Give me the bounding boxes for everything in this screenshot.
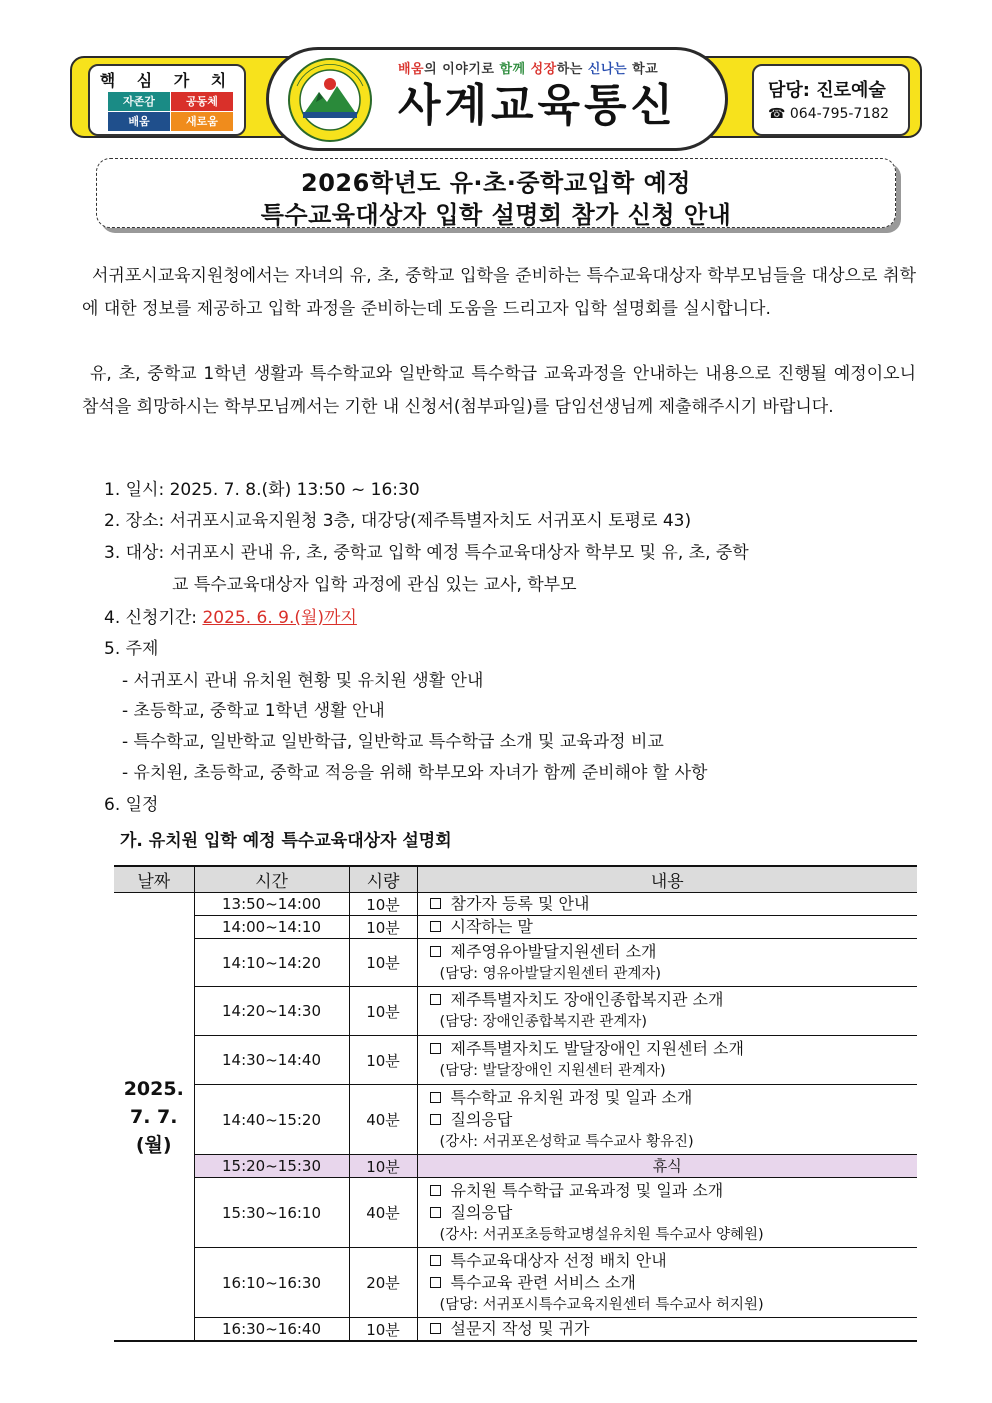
content-cell (417, 1085, 917, 1155)
table-row (114, 916, 917, 939)
content-note: (강사: 서귀포초등학교병설유치원 특수교사 양혜원) (439, 1226, 764, 1243)
newsletter-title: 사계교육통신 (398, 80, 678, 131)
duration-cell: 10분 (349, 916, 417, 939)
slogan-part-6: 하는 (556, 62, 588, 77)
date-cell (114, 893, 194, 1342)
schedule-header-row (114, 866, 917, 893)
date-line-3: (월) (135, 1133, 172, 1156)
topic-item: - 유치원, 초등학교, 중학교 적응을 위해 학부모와 자녀가 함께 준비해야 할 사항 (122, 763, 708, 783)
content-item (430, 1250, 918, 1272)
table-row (114, 939, 917, 987)
core-value-4: 새로움 (171, 112, 233, 131)
time-cell: 14:40~15:20 (194, 1085, 349, 1155)
checkbox-square-icon (430, 946, 441, 957)
checkbox-square-icon (430, 898, 441, 909)
content-item-text: 질의응답 (450, 1109, 513, 1129)
document-title-line-2: 특수교육대상자 입학 설명회 참가 신청 안내 (260, 201, 732, 229)
deadline-value: 2025. 6. 9.(월)까지 (202, 608, 357, 628)
content-cell (417, 916, 917, 939)
intro-paragraph-1: 서귀포시교육지원청에서는 자녀의 유, 초, 중학교 입학을 준비하는 특수교육대상자 학부모님들을 대상으로 취학에 대한 정보를 제공하고 입학 과정을 준비하는데 도움을 드리고자 입학 설명회를 실시합니다. (82, 266, 916, 319)
contact-phone: ☎ 064-795-7182 (768, 106, 890, 122)
duration-cell: 10분 (349, 1036, 417, 1085)
header-time: 시간 (194, 866, 349, 893)
content-item (430, 1109, 918, 1131)
duration-cell: 10분 (349, 939, 417, 987)
duration-cell: 10분 (349, 1155, 417, 1178)
core-value-2: 공동체 (171, 92, 233, 111)
table-row (114, 987, 917, 1036)
core-values-title: 핵 심 가 치 (99, 71, 235, 90)
content-item (430, 1318, 918, 1340)
header-content: 내용 (417, 866, 917, 893)
table-row (114, 893, 917, 916)
deadline-label: 4. 신청기간: (104, 608, 203, 628)
content-item-text: 특수교육 관련 서비스 소개 (450, 1272, 636, 1292)
content-item (430, 1180, 918, 1202)
core-value-1: 자존감 (108, 92, 170, 111)
slogan-part-8: 학교 (627, 62, 659, 77)
content-cell (417, 987, 917, 1036)
content-item (430, 989, 918, 1011)
detail-place: 2. 장소: 서귀포시교육지원청 3층, 대강당(제주특별자치도 서귀포시 토평로 43) (104, 511, 692, 531)
detail-date: 1. 일시: 2025. 7. 8.(화) 13:50 ~ 16:30 (104, 480, 420, 500)
time-cell: 16:10~16:30 (194, 1248, 349, 1318)
content-item-text: 특수학교 유치원 과정 및 일과 소개 (450, 1087, 693, 1107)
date-line-2: 7. 7. (130, 1105, 178, 1128)
contact-box (752, 64, 910, 136)
core-values-box (88, 64, 246, 136)
break-cell: 휴식 (417, 1155, 917, 1178)
content-item-text: 참가자 등록 및 안내 (450, 894, 590, 913)
duration-cell: 40분 (349, 1178, 417, 1248)
checkbox-square-icon (430, 1185, 441, 1196)
content-item (430, 941, 918, 963)
content-note: (담당: 장애인종합복지관 관계자) (439, 1014, 648, 1030)
checkbox-square-icon (430, 921, 441, 932)
checkbox-square-icon (430, 1043, 441, 1054)
intro-paragraph-2: 유, 초, 중학교 1학년 생활과 특수학교와 일반학교 특수학급 교육과정을 안내하는 내용으로 진행될 예정이오니 참석을 희망하시는 학부모님께서는 기한 내 신청서(첨부파일)를 담임선생님께 제출해주시기 바랍니다. (82, 364, 916, 417)
table-row (114, 1178, 917, 1248)
header-duration: 시량 (349, 866, 417, 893)
content-cell (417, 1248, 917, 1318)
content-cell (417, 893, 917, 916)
content-item (430, 1202, 918, 1224)
header-date: 날짜 (114, 866, 194, 893)
document-title-box (96, 158, 896, 228)
time-cell: 13:50~14:00 (194, 893, 349, 916)
duration-cell: 10분 (349, 893, 417, 916)
slogan-part-1: 배움 (398, 62, 425, 77)
slogan-part-5: 성장 (530, 62, 557, 77)
content-cell (417, 1178, 917, 1248)
core-values-grid (108, 92, 234, 132)
checkbox-square-icon (430, 1114, 441, 1125)
topic-item: - 특수학교, 일반학교 일반학급, 일반학교 특수학급 소개 및 교육과정 비교 (122, 732, 664, 752)
detail-target: 3. 대상: 서귀포시 관내 유, 초, 중학교 입학 예정 특수교육대상자 학부모 및 유, 초, 중학 (104, 543, 749, 563)
table-row (114, 1318, 917, 1342)
slogan-part-2: 의 이야기로 (424, 62, 500, 77)
schedule-section-title: 가. 유치원 입학 예정 특수교육대상자 설명회 (120, 831, 452, 851)
content-item-text: 설문지 작성 및 귀가 (450, 1319, 590, 1338)
school-slogan (398, 58, 658, 77)
content-item (430, 916, 918, 938)
checkbox-square-icon (430, 1092, 441, 1103)
content-item (430, 1272, 918, 1294)
schedule-table (114, 865, 917, 1342)
checkbox-square-icon (430, 994, 441, 1005)
core-value-3: 배움 (108, 112, 170, 131)
content-cell (417, 1036, 917, 1085)
date-line-1: 2025. (123, 1077, 184, 1100)
detail-target-cont: 교 특수교육대상자 입학 과정에 관심 있는 교사, 학부모 (172, 575, 577, 595)
time-cell: 14:20~14:30 (194, 987, 349, 1036)
school-emblem-icon (283, 56, 377, 144)
detail-schedule-heading: 6. 일정 (104, 795, 159, 815)
checkbox-square-icon (430, 1323, 441, 1334)
table-row (114, 1036, 917, 1085)
table-row-break (114, 1155, 917, 1178)
content-note: (담당: 영유아발달지원센터 관계자) (439, 965, 662, 982)
duration-cell: 10분 (349, 987, 417, 1036)
content-item-text: 특수교육대상자 선정 배치 안내 (450, 1250, 667, 1270)
contact-name: 담당: 진로예술 (768, 80, 886, 101)
slogan-part-3: 함께 (499, 62, 526, 77)
table-row (114, 1085, 917, 1155)
detail-deadline (104, 603, 357, 633)
time-cell: 14:10~14:20 (194, 939, 349, 987)
content-item-text: 제주특별자치도 장애인종합복지관 소개 (450, 990, 724, 1009)
duration-cell: 10분 (349, 1318, 417, 1342)
topic-item: - 서귀포시 관내 유치원 현황 및 유치원 생활 안내 (122, 671, 484, 691)
time-cell: 15:20~15:30 (194, 1155, 349, 1178)
content-cell (417, 939, 917, 987)
content-item-text: 유치원 특수학급 교육과정 및 일과 소개 (450, 1180, 724, 1200)
content-cell (417, 1318, 917, 1342)
topic-item: - 초등학교, 중학교 1학년 생활 안내 (122, 701, 385, 721)
content-item-text: 제주영유아발달지원센터 소개 (450, 941, 657, 961)
duration-cell: 40분 (349, 1085, 417, 1155)
table-row (114, 1248, 917, 1318)
time-cell: 14:00~14:10 (194, 916, 349, 939)
duration-cell: 20분 (349, 1248, 417, 1318)
content-note: (담당: 발달장애인 지원센터 관계자) (439, 1063, 666, 1079)
content-item-text: 시작하는 말 (450, 917, 533, 936)
time-cell: 15:30~16:10 (194, 1178, 349, 1248)
time-cell: 14:30~14:40 (194, 1036, 349, 1085)
slogan-part-7: 신나는 (587, 62, 628, 77)
detail-topics-heading: 5. 주제 (104, 639, 159, 659)
document-title-line-1: 2026학년도 유·초·중학교입학 예정 (301, 169, 691, 197)
content-note: (강사: 서귀포온성학교 특수교사 황유진) (439, 1133, 694, 1150)
content-item (430, 893, 918, 915)
content-item-text: 제주특별자치도 발달장애인 지원센터 소개 (450, 1039, 744, 1058)
checkbox-square-icon (430, 1277, 441, 1288)
content-item (430, 1038, 918, 1060)
time-cell: 16:30~16:40 (194, 1318, 349, 1342)
content-item (430, 1087, 918, 1109)
checkbox-square-icon (430, 1207, 441, 1218)
checkbox-square-icon (430, 1255, 441, 1266)
content-note: (담당: 서귀포시특수교육지원센터 특수교사 허지원) (439, 1296, 764, 1313)
content-item-text: 질의응답 (450, 1202, 513, 1222)
